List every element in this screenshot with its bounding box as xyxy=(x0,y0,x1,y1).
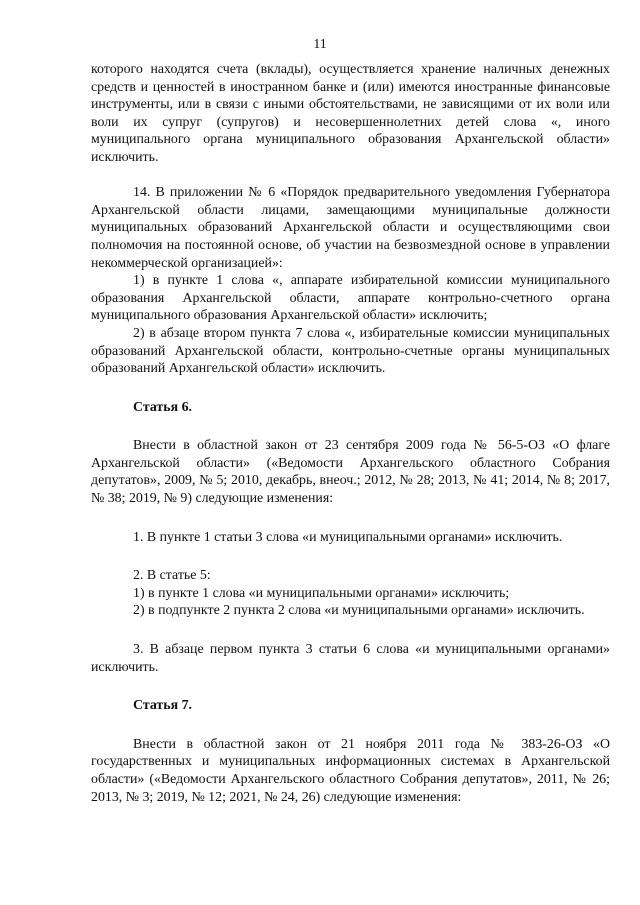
document-body xyxy=(91,61,610,806)
paragraph-continuation: которого находятся счета (вклады), осуществляется хранение наличных денежных средств и ценностей в иностранном банке и (или) имеются иностранные финансовые инструменты, или в связи с иными обстоятельствами, не зависящими от их воли или воли их супруг (супругов) и несовершеннолетних детей слова «, иного муниципального органа муниципального образования Архангельской области» исключить. xyxy=(91,62,610,165)
article-6-heading: Статья 6. xyxy=(133,399,193,415)
article-7-heading: Статья 7. xyxy=(133,698,193,714)
article-6-item-2: 2. В статье 5: xyxy=(133,568,211,584)
paragraph-subitem-2: 2) в абзаце втором пункта 7 слова «, избирательные комиссии муниципальных образований Архангельской области, контрольно-счетные органы муниципальных образований Архангельской области» исключить. xyxy=(91,325,610,377)
paragraph-subitem-1: 1) в пункте 1 слова «, аппарате избирательной комиссии муниципального образования Архангельской области, аппарате контрольно-счетного органа муниципального образования Архангельской области» исключить; xyxy=(91,273,610,324)
paragraph-item-14: 14. В приложении № 6 «Порядок предварительного уведомления Губернатора Архангельской области лицами, замещающими муниципальные должности муниципальных образований Архангельской области и осуществляющими свои полномочия на постоянной основе, об участии на безвозмездной основе в управлении некоммерческой организацией»: xyxy=(91,185,610,271)
article-6-item-2-sub-2: 2) в подпункте 2 пункта 2 слова «и муниципальными органами» исключить. xyxy=(133,603,585,619)
article-6-intro: Внести в областной закон от 23 сентября 2009 года № 56-5-ОЗ «О флаге Архангельской области» («Ведомости Архангельского областного Собрания депутатов», 2009, № 5; 2010, декабрь, внеоч.; 2012, № 28; 2013, № 41; 2014, № 8; 2017, № 38; 2019, № 9) следующие изменения: xyxy=(91,438,610,507)
article-6-item-2-sub-1: 1) в пункте 1 слова «и муниципальными органами» исключить; xyxy=(133,585,510,601)
article-6-item-1: 1. В пункте 1 статьи 3 слова «и муниципальными органами» исключить. xyxy=(133,529,563,545)
article-7-intro: Внести в областной закон от 21 ноября 2011 года № 383-26-ОЗ «О государственных и муниципальных информационных системах в Архангельской области» («Ведомости Архангельского областного Собрания депутатов», 2011, № 26; 2013, № 3; 2019, № 12; 2021, № 24, 26) следующие изменения: xyxy=(91,736,610,805)
page-number: 11 xyxy=(313,37,327,52)
article-6-item-3: 3. В абзаце первом пункта 3 статьи 6 слова «и муниципальными органами» исключить. xyxy=(91,642,610,675)
